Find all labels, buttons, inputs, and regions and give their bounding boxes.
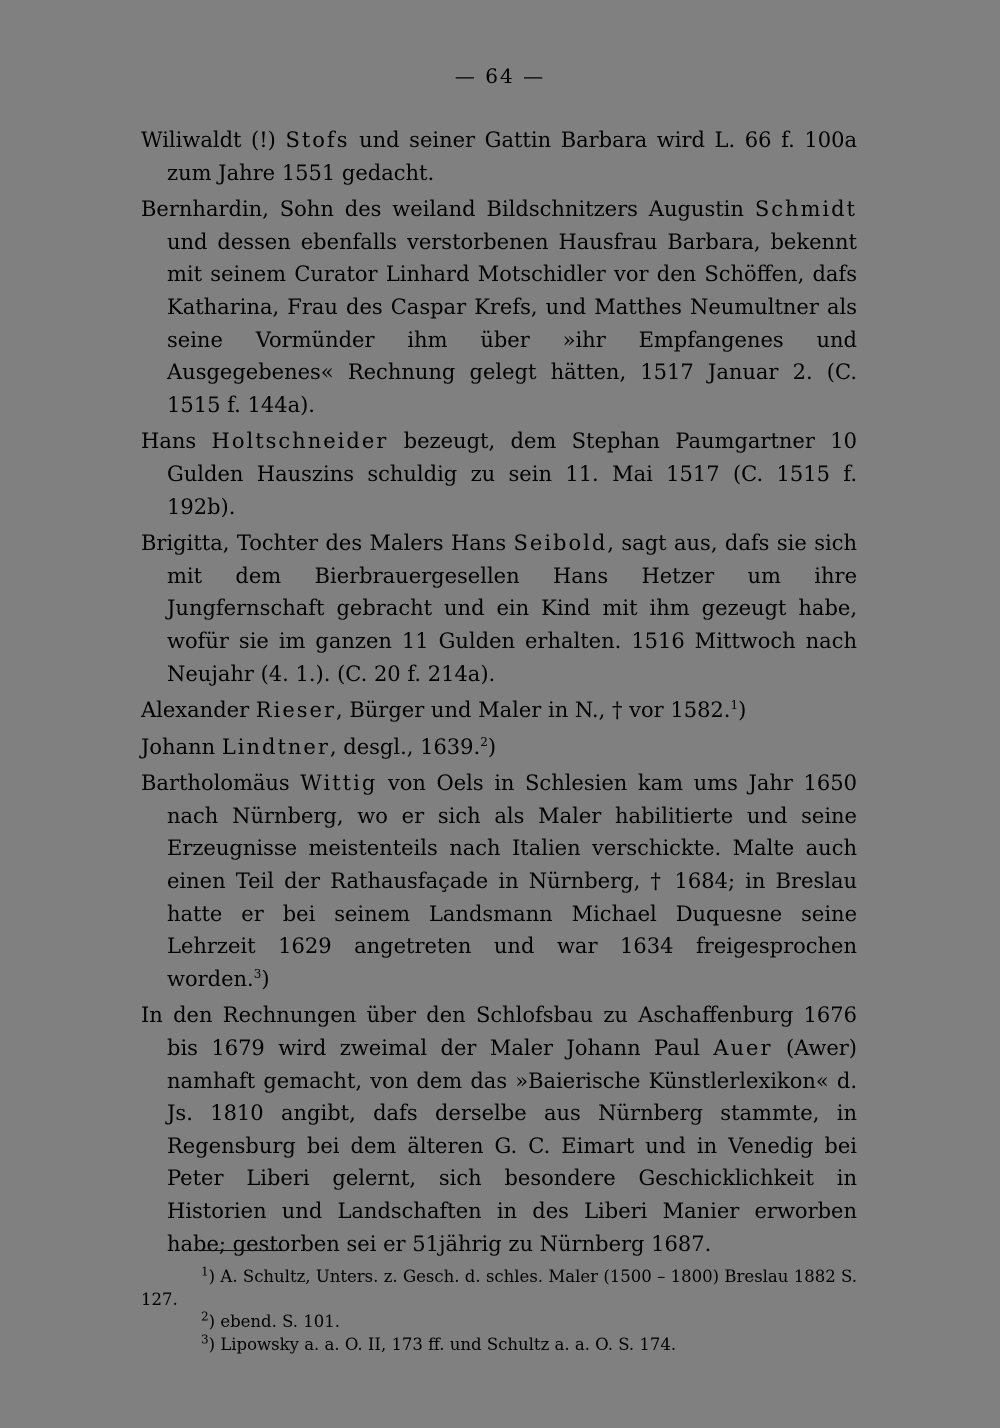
entry-schmidt: [141, 193, 857, 421]
footnotes: [141, 1266, 857, 1356]
entry-lindtner: [141, 731, 857, 764]
entry-seibold: [141, 527, 857, 690]
entry-text: , sagt aus, dafs sie sich mit dem Bierbrauergesellen Hans Hetzer um ihre Jungfernschaft gebracht und ein Kind mit ihm gezeugt habe, wofür sie im ganzen 11 Gulden erhalten. 1516 Mittwoch nach Neujahr (4. 1.). (C. 20 f. 214a).: [167, 531, 857, 686]
footnote-ref-paren: ): [261, 966, 270, 991]
footnote-2: [141, 1311, 857, 1334]
entry-name-emphasis: Auer: [713, 1036, 773, 1061]
entry-text: , Bürger und Maler in N., † vor 1582.: [336, 698, 731, 723]
entry-text: In den Rechnungen über den Schlofsbau zu Aschaffenburg 1676 bis 1679 wird zweimal der Maler Johann Paul: [141, 1003, 857, 1061]
footnote-text: ) Lipowsky a. a. O. II, 173 ff. und Schultz a. a. O. S. 174.: [208, 1334, 677, 1354]
entry-name-emphasis: Seibold: [513, 531, 608, 556]
entry-text: und seiner Gattin Barbara wird L. 66 f. 100a zum Jahre 1551 gedacht.: [167, 128, 857, 185]
entry-name-emphasis: Stofs: [285, 128, 350, 152]
entry-text: von Oels in Schlesien kam ums Jahr 1650 nach Nürnberg, wo er sich als Maler habilitierte und seine Erzeugnisse meistenteils nach Italien verschickte. Malte auch einen Teil der Rathausfaçade in Nürnberg, † 1684; in Breslau hatte er bei seinem Landsmann Michael Duquesne seine Lehrzeit 1629 angetreten und war 1634 freigesprochen worden.: [167, 771, 857, 991]
entry-text: Bernhardin, Sohn des weiland Bildschnitzers Augustin: [141, 197, 755, 222]
entry-wittig: [141, 767, 857, 995]
entry-name-emphasis: Schmidt: [754, 197, 857, 222]
entry-text: (Awer) namhaft gemacht, von dem das »Baierische Künstlerlexikon« d. Js. 1810 angibt, dafs derselbe aus Nürnberg stammte, in Regensburg bei dem älteren G. C. Eimart und in Venedig bei Peter Liberi gelernt, sich besondere Geschicklichkeit in Historien und Landschaften in des Liberi Manier erworben habe; gestorben sei er 51jährig zu Nürnberg 1687.: [167, 1036, 857, 1256]
footnote-ref: 2: [480, 734, 488, 749]
entry-text: Hans: [141, 429, 212, 454]
footnote-3: [141, 1334, 857, 1357]
entry-name-emphasis: Rieser: [255, 698, 336, 723]
footnote-text: ) ebend. S. 101.: [208, 1312, 341, 1331]
entry-name-emphasis: Lindtner: [221, 734, 330, 759]
footnote-1: [141, 1266, 857, 1311]
footnote-marker: 1: [201, 1264, 209, 1279]
footnote-ref-paren: ): [738, 698, 747, 723]
entry-rieser: [141, 694, 857, 727]
footnote-ref-paren: ): [487, 734, 497, 759]
footnote-marker: 3: [201, 1332, 209, 1346]
entry-text: bezeugt, dem Stephan Paumgartner 10 Gulden Hauszins schuldig zu sein 11. Mai 1517 (C. 1515 f. 192b).: [167, 429, 858, 519]
entry-holtschneider: [141, 425, 857, 523]
footnote-ref: 3: [253, 966, 262, 981]
entry-auer: [141, 999, 857, 1260]
footnote-divider: [200, 1250, 286, 1251]
entry-text: Brigitta, Tochter des Malers Hans: [141, 531, 514, 556]
footnote-ref: 1: [730, 698, 739, 713]
page-number: — 64 —: [454, 64, 546, 88]
entry-text: , desgl., 1639.: [329, 734, 481, 759]
entry-text: Wiliwaldt (!): [141, 128, 286, 152]
entry-name-emphasis: Holtschneider: [211, 429, 389, 454]
entry-stofs: [141, 124, 857, 189]
entry-name-emphasis: Wittig: [300, 771, 378, 796]
entry-text: Bartholomäus: [141, 771, 301, 796]
main-text: [141, 124, 857, 1264]
entry-text: Alexander: [141, 698, 256, 723]
footnote-text: ) A. Schultz, Unters. z. Gesch. d. schles. Maler (1500 – 1800) Breslau 1882 S. 127.: [141, 1267, 857, 1309]
footnote-marker: 2: [201, 1309, 209, 1324]
entry-text: und dessen ebenfalls verstorbenen Hausfrau Barbara, bekennt mit seinem Curator Linhard Motschidler vor den Schöffen, dafs Katharina, Frau des Caspar Krefs, und Matthes Neumultner als seine Vormünder ihm über »ihr Empfangenes und Ausgegebenes« Rechnung gelegt hätten, 1517 Januar 2. (C. 1515 f. 144a).: [167, 229, 857, 417]
entry-text: Johann: [141, 734, 222, 759]
